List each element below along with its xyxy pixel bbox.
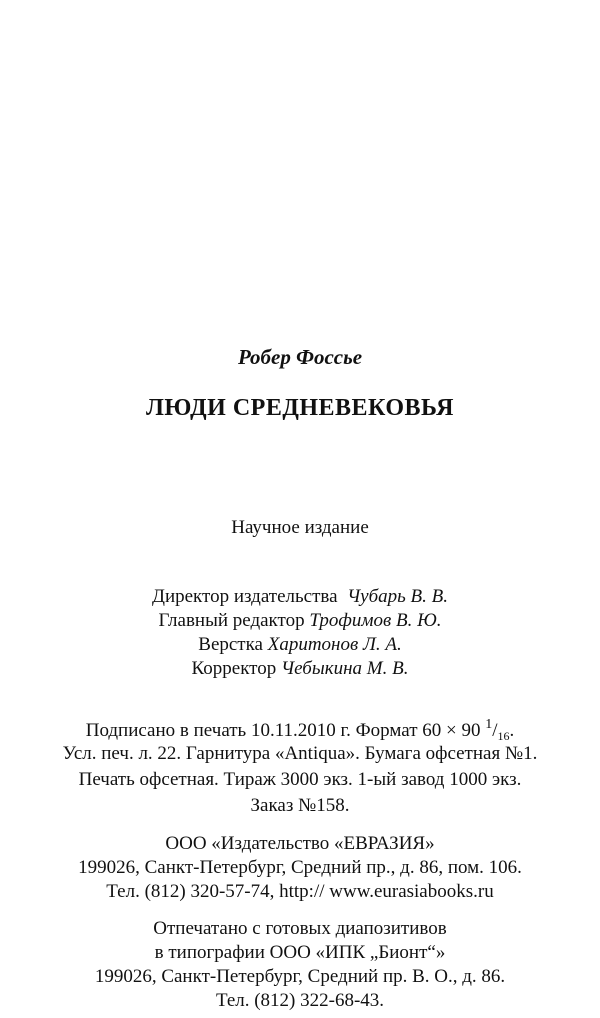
author-name: Робер Фоссье <box>237 345 363 369</box>
printer-note: Отпечатано с готовых диапозитивов <box>153 918 447 939</box>
imprint-print-details: Усл. печ. л. 22. Гарнитура «Antiqua». Бумага офсетная №1. <box>62 743 538 764</box>
credit-person: Чебыкина М. В. <box>281 658 409 679</box>
publisher-name: ООО «Издательство «ЕВРАЗИЯ» <box>165 833 435 854</box>
credit-person: Харитонов Л. А. <box>267 634 402 655</box>
book-title: ЛЮДИ СРЕДНЕВЕКОВЬЯ <box>146 395 454 421</box>
imprint-order-number: Заказ №158. <box>250 795 350 816</box>
printer-name: в типографии ООО «ИПК „Бионт“» <box>154 942 446 963</box>
credit-proofreader <box>0 658 600 680</box>
credit-role: Главный редактор <box>158 610 305 631</box>
imprint-signed-text: Подписано в печать 10.11.2010 г. Формат 60 × 90 <box>85 720 481 741</box>
edition-type: Научное издание <box>231 517 369 538</box>
format-slash: / <box>492 720 498 741</box>
format-numerator: 1 <box>485 717 493 732</box>
format-denominator: 16 <box>497 729 510 743</box>
credit-chief-editor <box>0 610 600 632</box>
imprint-print-run: Печать офсетная. Тираж 3000 экз. 1-ый завод 1000 экз. <box>78 769 522 790</box>
credit-person: Трофимов В. Ю. <box>309 610 442 631</box>
format-end: . <box>509 720 515 741</box>
credit-role: Верстка <box>198 634 263 655</box>
publisher-address: 199026, Санкт-Петербург, Средний пр., д. 86, пом. 106. <box>78 857 522 878</box>
credit-role: Корректор <box>191 658 277 679</box>
publisher-contacts: Тел. (812) 320-57-74, http:// www.eurasiabooks.ru <box>106 881 494 902</box>
credit-director <box>0 586 600 608</box>
credit-person: Чубарь В. В. <box>347 586 448 607</box>
credit-role: Директор издательства <box>152 586 338 607</box>
imprint-signed-format <box>0 717 600 744</box>
printer-phone: Тел. (812) 322-68-43. <box>215 990 385 1011</box>
printer-address: 199026, Санкт-Петербург, Средний пр. В. О., д. 86. <box>94 966 506 987</box>
credit-layout <box>0 634 600 656</box>
